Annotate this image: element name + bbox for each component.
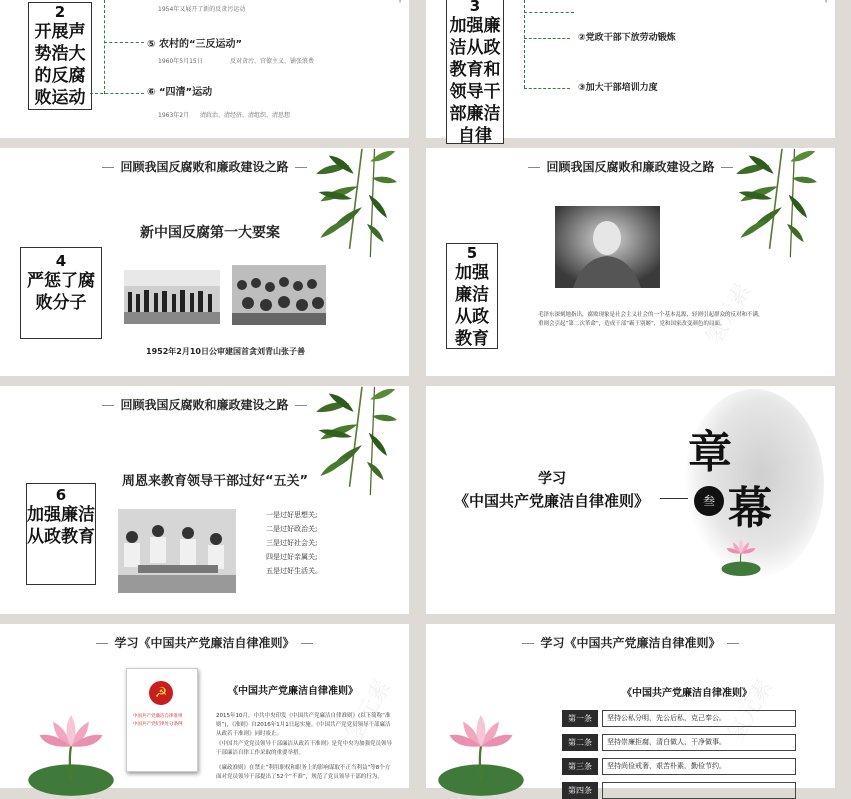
bamboo-decoration	[791, 0, 851, 30]
top-sub: 1954年又展开了新的反贪污运动	[158, 6, 246, 13]
slide-body: 毛泽东深刻地指出，腐败现象是社会主义社会的一个基本乱源，轻则引起群众的反对和不满，重则会引起“第二次革命”，造成干部“霸王别姬”，党和国家改变颜色的局面。	[538, 312, 764, 327]
section-number: 3	[469, 0, 481, 15]
meeting-photo	[118, 509, 236, 593]
section-title: 加强廉洁从政教育	[455, 263, 489, 349]
section-title: 开展声势浩大的反腐败运动	[34, 22, 86, 108]
connector	[524, 12, 574, 13]
section-title: 加强廉洁从政教育	[27, 505, 95, 547]
section-title: 加强廉洁从政教育和领导干部廉洁自律	[449, 16, 501, 146]
watermark: 氢元素	[341, 675, 397, 746]
slide-4-punish-corruption[interactable]	[0, 148, 409, 376]
item-label: ⑥ “四清”运动	[147, 87, 213, 98]
section-number: 5	[466, 244, 478, 262]
section-number: 2	[54, 3, 66, 21]
connector	[524, 88, 570, 89]
slide-learn-code[interactable]	[0, 624, 409, 788]
watermark: 氢元素	[723, 675, 779, 746]
item-label: ⑤ 农村的“三反运动”	[147, 39, 243, 50]
rule-tag: 第二条	[562, 734, 598, 751]
chapter-line1: 学习	[538, 471, 566, 487]
book-line: 中国共产党廉洁自律准则	[133, 714, 183, 719]
slide-2-anticorruption[interactable]	[0, 0, 409, 138]
chapter-badge: 叁	[694, 486, 724, 516]
slide-heading: 《中国共产党廉洁自律准则》	[622, 688, 752, 699]
item-detail: 清政治、清经济、清组织、清思想	[200, 112, 291, 119]
portrait-photo	[555, 206, 660, 288]
item-date: 1963年2月	[158, 112, 190, 119]
trial-photo-right	[232, 265, 326, 325]
photo-caption: 1952年2月10日公审建国首贪刘青山张子善	[146, 347, 305, 356]
rule-text	[602, 782, 796, 799]
item-detail: 反对贪污、官僚主义、铺张浪费	[230, 58, 315, 65]
section-box	[446, 0, 504, 144]
list-item: 三是过好社会关;	[266, 539, 318, 547]
lotus-icon	[716, 538, 766, 574]
watermark: 氢元素	[701, 279, 757, 350]
slide-heading: 周恩来教育领导干部过好“五关”	[122, 474, 309, 489]
para: 《廉政准则》在禁止“利用职权和职务上的影响谋取不正当利益”等8个方面对党员领导干部提出了52个“不准”，规范了党员领导干部的行为。	[216, 765, 391, 780]
book-cover	[126, 668, 198, 772]
slide-heading: 新中国反腐第一大要案	[140, 225, 280, 241]
section-box	[26, 483, 96, 585]
rule-tag: 第一条	[562, 710, 598, 727]
section-title: 严惩了腐败分子	[27, 271, 95, 313]
connector	[104, 0, 105, 94]
list-item: 五是过好生活关。	[266, 567, 322, 575]
bamboo-decoration	[312, 148, 412, 258]
slide-header: 回顾我国反腐败和廉政建设之路	[0, 396, 409, 413]
slide-6-five-checks[interactable]	[0, 386, 409, 614]
bamboo-decoration	[312, 386, 412, 496]
slide-learn-code-rules[interactable]	[426, 624, 835, 795]
slide-header: 回顾我国反腐败和廉政建设之路	[426, 158, 835, 175]
divider-line	[660, 498, 688, 499]
item-label: ②党政干部下放劳动锻炼	[578, 33, 676, 43]
slide-chapter-3[interactable]	[426, 386, 835, 614]
connector	[90, 93, 144, 94]
connector	[524, 0, 525, 88]
rule-text: 坚持崇廉拒腐，清白做人，干净做事。	[602, 734, 796, 751]
list-item: 一是过好思想关;	[266, 511, 318, 519]
five-checks-list	[266, 508, 322, 578]
section-number: 6	[55, 486, 67, 504]
lotus-icon	[26, 712, 116, 792]
party-emblem-icon: ☭	[149, 681, 173, 705]
rule-text: 坚持尚俭戒奢，艰苦朴素，勤俭节约。	[602, 758, 796, 775]
section-number: 4	[55, 252, 67, 270]
connector	[104, 42, 144, 43]
bamboo-decoration	[365, 0, 425, 30]
bamboo-decoration	[732, 148, 832, 258]
trial-photo-left	[124, 270, 220, 324]
section-box	[20, 247, 102, 339]
calligraphy-char: 章	[688, 427, 732, 478]
slide-5-integrity-education[interactable]	[426, 148, 835, 376]
chapter-line2: 《中国共产党廉洁自律准则》	[454, 492, 650, 510]
para: 《中国共产党党员领导干部廉洁从政若干准则》是党中央为加强党员领导干部廉洁自律工作采取的重要举措。	[216, 741, 393, 756]
item-label: ③加大干部培训力度	[578, 83, 658, 93]
lotus-icon	[436, 712, 526, 792]
slide-header: 回顾我国反腐败和廉政建设之路	[0, 158, 409, 175]
section-box	[28, 2, 92, 110]
item-date: 1960年5月15日	[158, 58, 203, 65]
slide-3-integrity-education[interactable]	[426, 0, 835, 146]
section-box	[446, 243, 498, 349]
slide-heading: 《中国共产党廉洁自律准则》	[228, 686, 358, 697]
calligraphy-char: 幕	[728, 483, 772, 534]
para: 2015年10月，中共中央印发《中国共产党廉洁自律准则》(以下简称“准则”)，《准则》自2016年1月1日起实施。《中国共产党党员领导干部廉洁从政若干准则》同时废止。	[216, 713, 391, 737]
connector	[524, 38, 570, 39]
slide-header: 学习《中国共产党廉洁自律准则》	[426, 634, 835, 651]
list-item: 四是过好亲属关;	[266, 553, 318, 561]
book-line: 中国共产党纪律处分条例	[133, 722, 183, 727]
slide-header: 学习《中国共产党廉洁自律准则》	[0, 634, 409, 651]
rule-text: 坚持公私分明，先公后私，克己奉公。	[602, 710, 796, 727]
list-item: 二是过好政治关;	[266, 525, 318, 533]
rule-tag: 第四条	[562, 782, 598, 799]
rule-tag: 第三条	[562, 758, 598, 775]
